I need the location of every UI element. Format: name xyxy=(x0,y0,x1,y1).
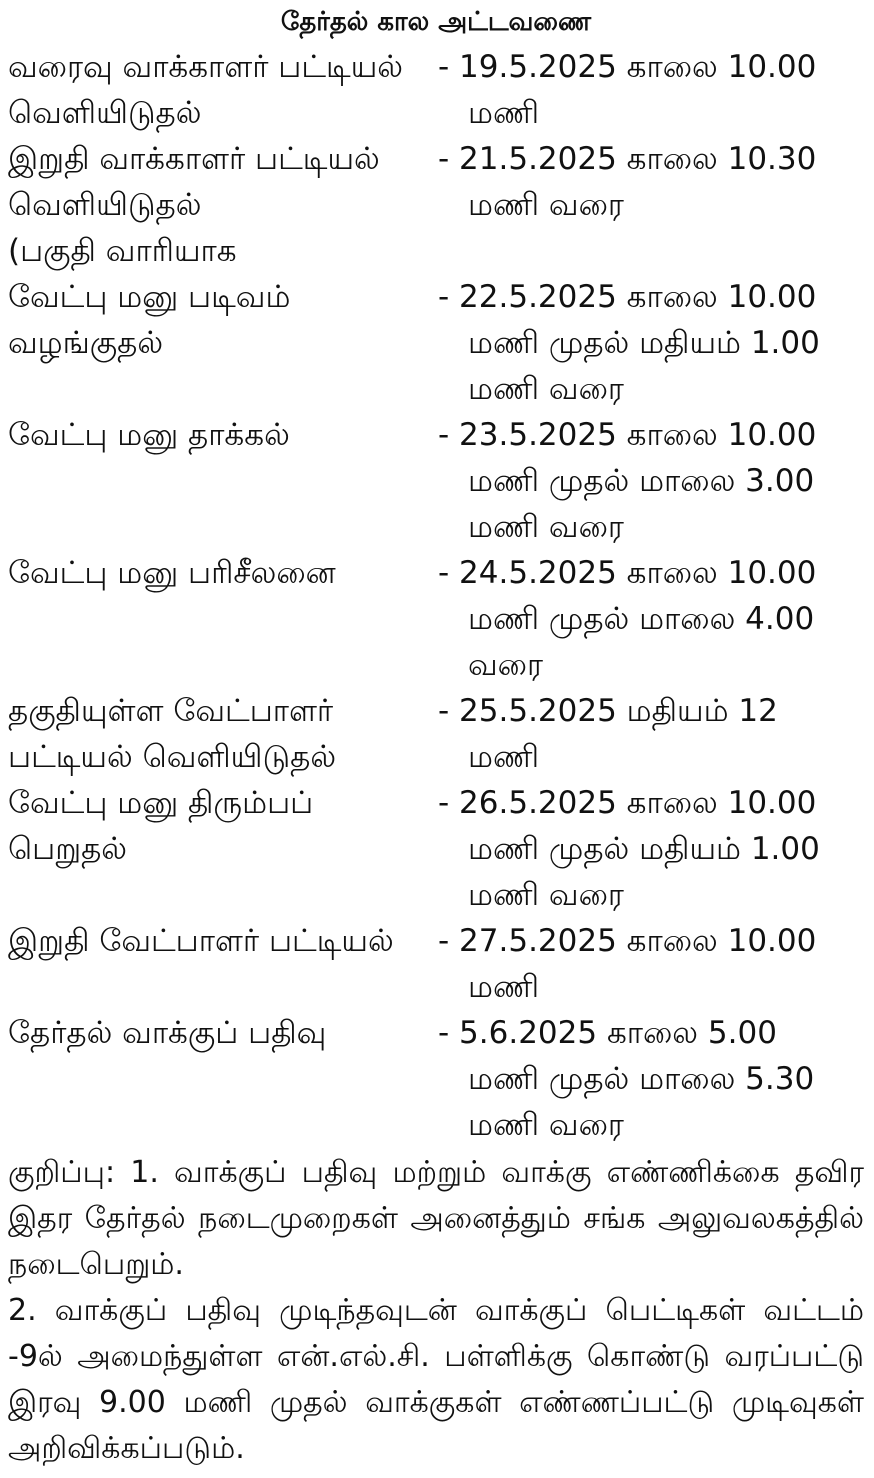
schedule-row xyxy=(8,780,864,918)
schedule-value-line: - 27.5.2025 காலை 10.00 xyxy=(438,923,817,959)
schedule-value-line: மணி xyxy=(468,95,540,131)
schedule-row xyxy=(8,44,864,136)
schedule-label xyxy=(8,44,438,136)
schedule-label xyxy=(8,136,438,274)
schedule-value xyxy=(438,780,864,918)
schedule-label-line: பெறுதல் xyxy=(8,831,128,867)
schedule-value-line: - 25.5.2025 மதியம் 12 xyxy=(438,693,778,729)
schedule-label xyxy=(8,550,438,688)
schedule-value xyxy=(438,44,864,136)
schedule-label-line: தேர்தல் வாக்குப் பதிவு xyxy=(8,1015,327,1051)
schedule-value-line: மணி முதல் மாலை 3.00 xyxy=(468,463,815,499)
schedule-label xyxy=(8,918,438,1010)
schedule-value-line: மணி வரை xyxy=(468,877,624,913)
schedule-row xyxy=(8,136,864,274)
schedule-label-line: வழங்குதல் xyxy=(8,325,164,361)
schedule-value-line: - 5.6.2025 காலை 5.00 xyxy=(438,1015,777,1051)
schedule-value-line: மணி xyxy=(468,969,540,1005)
schedule-label xyxy=(8,274,438,412)
schedule-label-line: வரைவு வாக்காளர் பட்டியல் xyxy=(8,49,404,85)
schedule-value-line: மணி வரை xyxy=(468,1107,624,1143)
schedule-label xyxy=(8,1010,438,1148)
schedule-value xyxy=(438,412,864,550)
schedule-label xyxy=(8,412,438,550)
note-1: குறிப்பு: 1. வாக்குப் பதிவு மற்றும் வாக்கு எண்ணிக்கை தவிர இதர தேர்தல் நடைமுறைகள் அனைத்தும் சங்க அலுவலகத்தில் நடைபெறும். xyxy=(8,1155,864,1282)
schedule-value-line: - 24.5.2025 காலை 10.00 xyxy=(438,555,817,591)
schedule-value-line: - 21.5.2025 காலை 10.30 xyxy=(438,141,817,177)
schedule-value-line: - 22.5.2025 காலை 10.00 xyxy=(438,279,817,315)
schedule-row xyxy=(8,274,864,412)
schedule-row xyxy=(8,688,864,780)
schedule-table xyxy=(8,44,864,1148)
schedule-value-line: மணி முதல் மதியம் 1.00 xyxy=(468,831,820,867)
schedule-value-line: - 19.5.2025 காலை 10.00 xyxy=(438,49,817,85)
schedule-value xyxy=(438,550,864,688)
schedule-label-line: வேட்பு மனு திரும்பப் xyxy=(8,785,314,821)
page-title: தேர்தல் கால அட்டவணை xyxy=(280,7,592,37)
schedule-value-line: மணி முதல் மாலை 5.30 xyxy=(468,1061,815,1097)
notes-section xyxy=(8,1150,864,1472)
schedule-value-line: மணி முதல் மாலை 4.00 xyxy=(468,601,815,637)
schedule-label xyxy=(8,688,438,780)
schedule-row xyxy=(8,1010,864,1148)
schedule-label xyxy=(8,780,438,918)
schedule-label-line: வெளியிடுதல் xyxy=(8,95,202,131)
schedule-label-line: வேட்பு மனு தாக்கல் xyxy=(8,417,290,453)
schedule-value-line: மணி xyxy=(468,739,540,775)
schedule-value xyxy=(438,688,864,780)
schedule-value xyxy=(438,136,864,274)
schedule-row xyxy=(8,550,864,688)
schedule-label-line: வேட்பு மனு படிவம் xyxy=(8,279,291,315)
schedule-label-line: இறுதி வாக்காளர் பட்டியல் xyxy=(8,141,380,177)
schedule-row xyxy=(8,412,864,550)
schedule-value-line: வரை xyxy=(468,647,544,683)
schedule-value-line: மணி வரை xyxy=(468,509,624,545)
schedule-value xyxy=(438,918,864,1010)
schedule-row xyxy=(8,918,864,1010)
schedule-label-line: இறுதி வேட்பாளர் பட்டியல் xyxy=(8,923,394,959)
schedule-value-line: மணி வரை xyxy=(468,187,624,223)
schedule-label-line: (பகுதி வாரியாக xyxy=(8,233,237,269)
schedule-label-line: வேட்பு மனு பரிசீலனை xyxy=(8,555,336,591)
schedule-value xyxy=(438,1010,864,1148)
schedule-label-line: தகுதியுள்ள வேட்பாளர் xyxy=(8,693,334,729)
schedule-value-line: - 26.5.2025 காலை 10.00 xyxy=(438,785,817,821)
schedule-label-line: பட்டியல் வெளியிடுதல் xyxy=(8,739,337,775)
schedule-value xyxy=(438,274,864,412)
note-2: 2. வாக்குப் பதிவு முடிந்தவுடன் வாக்குப் பெட்டிகள் வட்டம் -9ல் அமைந்துள்ள என்.எல்.சி. பள்ளிக்கு கொண்டு வரப்பட்டு இரவு 9.00 மணி முதல் வாக்குகள் எண்ணப்பட்டு முடிவுகள் அறிவிக்கப்படும். xyxy=(8,1293,864,1466)
schedule-value-line: மணி முதல் மதியம் 1.00 xyxy=(468,325,820,361)
schedule-label-line: வெளியிடுதல் xyxy=(8,187,202,223)
schedule-value-line: - 23.5.2025 காலை 10.00 xyxy=(438,417,817,453)
schedule-value-line: மணி வரை xyxy=(468,371,624,407)
